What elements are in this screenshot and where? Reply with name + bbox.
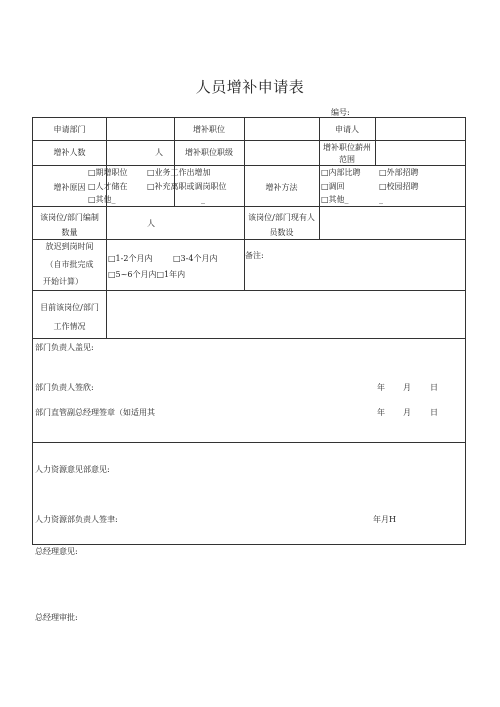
- vp-sign-year: 年: [377, 408, 385, 417]
- col-divider: [106, 118, 107, 338]
- applicant-label: 申请人: [335, 125, 359, 134]
- reason-option-new-position[interactable]: □期增职位: [88, 168, 128, 177]
- gm-approval-label: 总经理审批:: [35, 613, 78, 622]
- position-level-label: 增补职位职级: [185, 148, 233, 157]
- dept-head-sign-label: 部门负责人签欣:: [35, 383, 94, 392]
- row-divider: [33, 239, 465, 240]
- col-divider: [319, 118, 320, 239]
- arrival-time-label: 放迟到岗时间: [45, 242, 94, 251]
- row-divider: [33, 165, 465, 166]
- current-work-label: 目前该岗位/部门: [40, 303, 99, 312]
- current-staff-label: 该岗位/部门现有人: [248, 213, 315, 222]
- quota-label-2: 数量: [61, 228, 78, 237]
- hr-opinion-label: 人力资源意见部意见:: [35, 465, 110, 474]
- method-option-transfer[interactable]: □调回: [321, 182, 345, 191]
- sign-day: 日: [430, 383, 438, 392]
- gm-opinion-label: 总经理意见:: [35, 547, 78, 556]
- reason-option-talent-reserve[interactable]: □人才储在: [88, 182, 128, 191]
- quota-label: 该岗位/部门编制: [40, 213, 99, 222]
- hr-head-sign-label: 人力资源部负责人签聿:: [35, 515, 118, 524]
- vp-sign-month: 月: [403, 408, 411, 417]
- row-divider: [33, 442, 465, 443]
- headcount-unit: 人: [155, 148, 163, 157]
- arrival-time-label-2: （自市批完成: [45, 260, 94, 269]
- application-form: [32, 117, 466, 545]
- row-divider: [33, 206, 465, 207]
- method-option-campus[interactable]: □校园招聘: [379, 182, 419, 191]
- arrival-time-label-3: 开始计算）: [43, 277, 83, 286]
- dept-head-opinion-label: 部门负责人盖见:: [35, 343, 94, 352]
- current-work-label-2: 工作情况: [53, 322, 86, 331]
- method-option-external[interactable]: □外部招聘: [379, 168, 419, 177]
- form-number-label: 编号:: [331, 108, 350, 117]
- hr-sign-date: 年月H: [373, 515, 396, 524]
- method-option-other[interactable]: □其他_: [321, 195, 349, 204]
- arrival-option-5-6-months-1-year[interactable]: □5~6个月内□1年内: [108, 270, 186, 279]
- quota-unit: 人: [147, 219, 155, 228]
- vp-sign-day: 日: [430, 408, 438, 417]
- method-label: 增补方法: [265, 183, 298, 192]
- arrival-option-1-2-months[interactable]: □1-2个月内: [108, 254, 153, 263]
- salary-range-label-2: 范围: [339, 155, 355, 164]
- row-divider: [33, 140, 465, 141]
- form-title: 人员增补申请表: [195, 78, 305, 96]
- col-divider: [375, 118, 376, 165]
- reason-option-other[interactable]: □其他_: [88, 195, 116, 204]
- reason-other-blank: _: [201, 195, 205, 204]
- sign-month: 月: [403, 383, 411, 392]
- vp-sign-label: 部门直管副总经理签章（如适用其: [35, 408, 155, 417]
- reason-label: 增补原因: [53, 183, 86, 192]
- current-staff-label-2: 员数设: [269, 228, 294, 237]
- headcount-label: 增补人数: [53, 148, 86, 157]
- position-label: 增补职位: [193, 125, 225, 134]
- reason-option-replacement[interactable]: □补充离职或调岗职位: [147, 182, 227, 191]
- remark-label: 备注:: [245, 251, 264, 260]
- row-divider: [33, 290, 465, 291]
- dept-label: 申请部门: [53, 125, 86, 134]
- method-other-blank: _: [379, 195, 383, 204]
- row-divider: [33, 338, 465, 339]
- arrival-option-3-4-months[interactable]: □3-4个月内: [173, 254, 218, 263]
- reason-option-workload[interactable]: □业务工作出增加: [147, 168, 211, 177]
- salary-range-label: 增补职位薪州: [323, 143, 371, 152]
- method-option-internal[interactable]: □内部比聘: [321, 168, 361, 177]
- col-divider: [244, 118, 245, 290]
- sign-year: 年: [377, 383, 385, 392]
